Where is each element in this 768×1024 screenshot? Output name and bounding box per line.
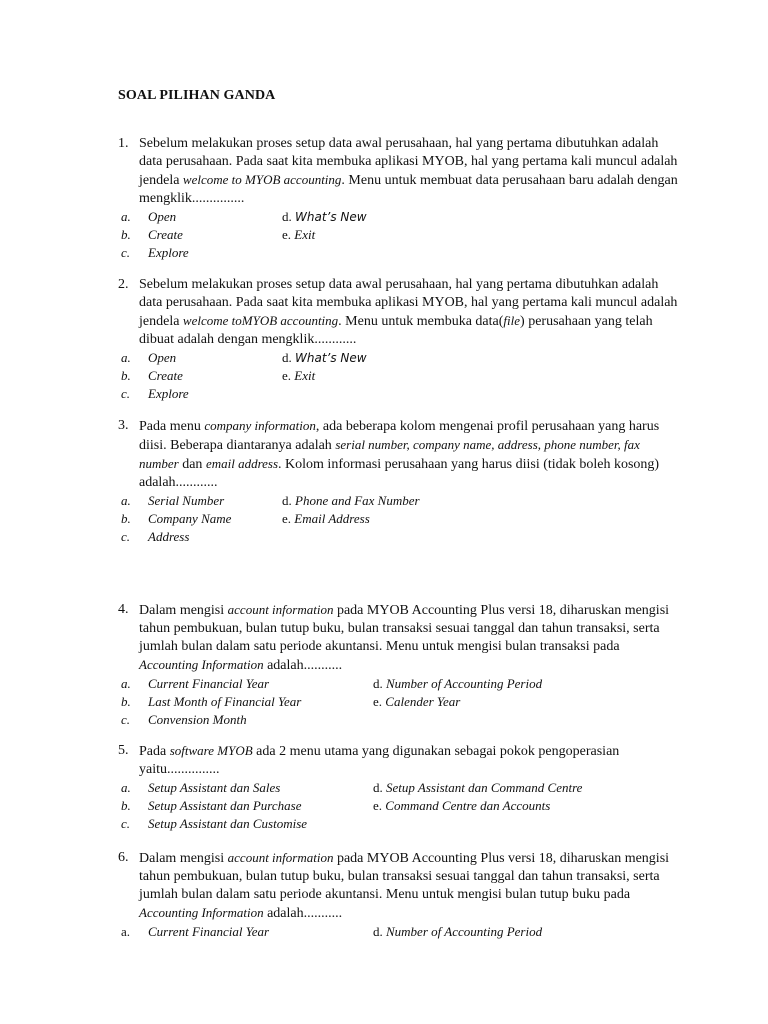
option-text: What’s New [295,350,367,365]
question-text-emphasis: welcome to MYOB accounting [182,171,342,187]
option-text: Command Centre dan Accounts [385,797,551,813]
question-text-segment: pada MYOB Accounting Plus versi 18, diharuskan mengisi tahun pembukuan, bulan tutup buku, bulan transaksi sesuai tanggal dan tahun transaksi, serta jumlah bulan dalam satu periode akuntansi. Menu untuk mengisi bulan tutup buku pada [139,851,670,902]
question-text-segment: , ada beberapa kolom mengenai profil perusahaan yang harus diisi. Beberapa diantaranya adalah [139,419,660,453]
question-text-emphasis: file [503,312,521,328]
option-text: Setup Assistant dan Purchase [148,797,302,813]
question-text-segment: ada 2 menu utama yang digunakan sebagai pokok pengoperasian yaitu............... [139,744,620,777]
answer-options [121,675,678,729]
option-row [121,492,678,510]
option-text: Number of Accounting Period [386,675,543,691]
question-text [139,417,678,492]
option-letter: e. [373,797,383,813]
option-text: Company Name [148,510,232,526]
option-text: Serial Number [148,492,225,508]
option-row [121,711,678,729]
option-right [373,797,550,815]
option-right [282,492,420,510]
option-row [121,367,678,385]
option-letter: b. [121,797,131,813]
option-row [121,510,678,528]
answer-options [121,923,678,941]
question-text [139,849,678,923]
question-1 [118,135,678,262]
question-text [139,601,678,675]
option-text: Exit [294,367,316,383]
option-text: Calender Year [385,693,461,709]
answer-options [121,492,678,546]
question-text-emphasis: Accounting Information [139,904,264,920]
question-number: 6. [118,850,129,865]
option-text: Setup Assistant dan Command Centre [386,779,583,795]
question-3 [118,417,678,546]
option-right [373,779,582,797]
option-right [373,675,542,693]
question-text-emphasis: account information [227,602,334,617]
option-text: Exit [294,226,316,242]
question-text-emphasis: welcome toMYOB accounting [182,312,339,328]
question-number: 2. [118,277,129,292]
question-text [139,135,678,208]
question-text-segment: pada MYOB Accounting Plus versi 18, diharuskan mengisi tahun pembukuan, bulan tutup buku, bulan transaksi sesuai tanggal dan tahun transaksi, serta jumlah bulan dalam satu periode akuntansi. Menu untuk mengisi bulan transaksi pada [139,603,670,654]
question-text-segment: Sebelum melakukan proses setup data awal perusahaan, hal yang pertama dibutuhkan adalah data perusahaan. Pada saat kita membuka aplikasi MYOB, hal yang pertama kali muncul adalah jendela [139,277,678,329]
question-text-segment: Dalam mengisi [139,851,228,866]
option-letter: d. [373,923,383,939]
option-text: Address [148,528,190,544]
option-row [121,815,678,833]
option-letter: c. [121,528,131,544]
question-text-emphasis: software MYOB [169,743,253,758]
option-text: Explore [148,244,189,260]
option-letter: c. [121,385,131,401]
option-text: Setup Assistant dan Sales [148,779,281,795]
option-right [373,693,460,711]
option-row [121,349,678,367]
question-text-segment: Sebelum melakukan proses setup data awal perusahaan, hal yang pertama dibutuhkan adalah data perusahaan. Pada saat kita membuka aplikasi MYOB, hal yang pertama kali muncul adalah jendela [139,136,678,188]
option-right [282,226,315,244]
option-text: Last Month of Financial Year [148,693,302,709]
document-title: SOAL PILIHAN GANDA [118,88,276,103]
option-right [282,349,367,367]
question-text-segment: Pada [139,744,170,759]
option-text: Convension Month [148,711,247,727]
question-number: 5. [118,743,129,758]
option-letter: a. [121,349,131,365]
option-text: Current Financial Year [148,923,270,939]
option-right [282,510,370,528]
option-letter: d. [282,208,292,224]
option-row [121,244,678,262]
option-letter: b. [121,510,131,526]
option-letter: c. [121,815,131,831]
option-letter: a. [121,492,131,508]
question-text-emphasis: company information [204,418,316,433]
option-letter: e. [282,367,292,383]
option-text: Create [148,226,183,242]
question-text-segment: ) perusahaan yang telah dibuat adalah dengan mengklik............ [139,313,653,347]
option-right [373,923,542,941]
option-text: What’s New [295,209,367,224]
question-text [139,276,678,349]
option-row [121,528,678,546]
question-number: 4. [118,602,129,617]
option-text: Explore [148,385,189,401]
question-text-segment: adalah........... [263,905,343,921]
option-letter: c. [121,244,131,260]
option-row [121,385,678,403]
option-letter: b. [121,226,131,242]
option-letter: b. [121,693,131,709]
answer-options [121,208,678,262]
option-row [121,208,678,226]
question-text-emphasis: serial number, company name, address, phone number, fax number [139,436,640,471]
question-text-emphasis: email address [205,455,279,471]
option-row [121,675,678,693]
option-right [282,208,367,226]
option-letter: e. [282,510,292,526]
question-number: 3. [118,418,129,433]
option-letter: e. [282,226,292,242]
question-text-segment: adalah........... [263,657,343,673]
option-letter: d. [282,349,292,365]
option-text: Number of Accounting Period [386,923,543,939]
option-row [121,693,678,711]
question-4 [118,601,678,729]
option-text: Setup Assistant dan Customise [148,815,308,831]
question-text-segment: . Kolom informasi perusahaan yang harus diisi (tidak boleh kosong) adalah............ [139,456,660,490]
question-text-segment: Dalam mengisi [139,603,228,618]
option-text: Email Address [294,510,370,526]
option-letter: d. [373,779,383,795]
option-letter: d. [282,492,292,508]
question-text-segment: Pada menu [139,419,205,434]
answer-options [121,779,678,833]
option-letter: a. [121,923,131,939]
question-text-emphasis: Accounting Information [139,656,264,672]
option-text: Create [148,367,183,383]
option-letter: c. [121,711,131,727]
option-row [121,226,678,244]
option-letter: a. [121,675,131,691]
option-row [121,797,678,815]
question-text-emphasis: account information [227,850,334,865]
question-text-segment: dan [178,456,206,472]
question-5 [118,742,678,833]
question-6 [118,849,678,941]
question-text [139,742,678,779]
question-number: 1. [118,136,129,151]
option-row [121,923,678,941]
answer-options [121,349,678,403]
option-text: Open [148,349,177,365]
option-row [121,779,678,797]
option-text: Open [148,208,177,224]
option-letter: b. [121,367,131,383]
option-right [282,367,315,385]
question-text-segment: . Menu untuk membuka data( [338,313,504,329]
question-text-segment: . Menu untuk membuat data perusahaan baru adalah dengan mengklik............... [139,172,678,206]
option-letter: e. [373,693,383,709]
option-letter: a. [121,779,131,795]
option-letter: a. [121,208,131,224]
option-text: Current Financial Year [148,675,270,691]
question-2 [118,276,678,403]
option-letter: d. [373,675,383,691]
option-text: Phone and Fax Number [295,492,420,508]
